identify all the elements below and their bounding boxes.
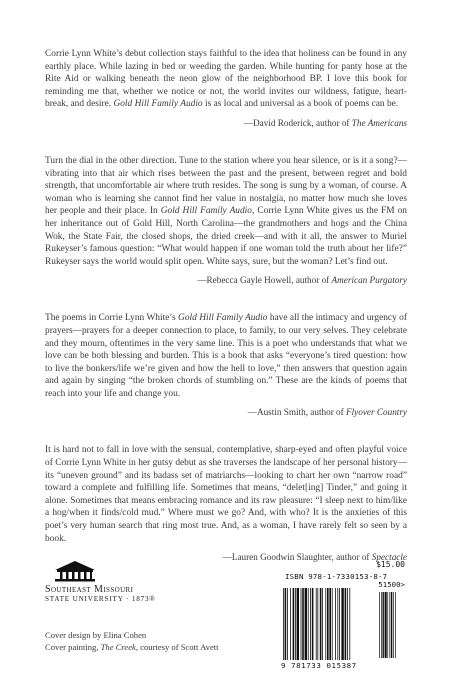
blurb-text: Corrie Lynn White’s debut collection stays faithful to the idea that holiness can be found in any earthly place. While lazing in bed or weeding the garden. While hunting for panty hose at the Rite Aid or walking beneath the neon glow of the neighborhood BP. I love this book for reminding me that, whether we notice or not, the world invites our wildness, fatigue, heart-break, and desire. Gold Hill Family Audio is as local and universal as a book of poems can be.: [45, 49, 407, 110]
attribution-book-title: The Americans: [351, 117, 407, 128]
barcode-bar: [349, 588, 350, 660]
barcode-bar: [308, 588, 309, 660]
cover-credits: [45, 630, 219, 653]
price-label: $15.00: [376, 560, 405, 569]
barcode-addon-bar: [379, 592, 380, 658]
barcode-addon-bar: [381, 592, 382, 658]
barcode-bar: [302, 588, 304, 660]
back-cover-footer: [45, 560, 407, 670]
isbn-barcode-block: [281, 560, 407, 670]
cover-design-credit: Cover design by Elina Cohen: [45, 630, 147, 640]
blurb-text: It is hard not to fall in love with the sensual, contemplative, sharp-eyed and often playful voice of Corrie Lynn White in her gutsy debut as she traverses the landscape of her personal history—its “uneven ground” and its badass set of matriarchs—looking to chart her own “narrow road” toward a complete and fulfilling life. Sometimes that means, “delet[ing] Tinder,” and going it alone. Sometimes that means embracing romance and its raw pleasure: “I sleep next to him/like a hog/when it finds/cold mud.” Where must we go? And, with who? It is the anxieties of this poet’s very human search that ring most true. And, as a woman, I have rarely felt so seen by a book.: [45, 445, 407, 544]
blurb: [45, 155, 407, 286]
attribution-book-title: Spectacle: [371, 552, 407, 563]
barcode-bar: [327, 588, 329, 660]
barcode-bar: [335, 588, 336, 660]
blurb-text: The poems in Corrie Lynn White’s Gold Hill Family Audio have all the intimacy and urgency of prayers—prayers for a deeper connection to place, to family, to our very selves. They celebrate and they mourn, oftentimes in the very same line. This is a poet who understands that what we love can be both blessing and burden. This is a book that asks “everyone’s tired question: how to live the bonkers/life we’re given and how the hell to love,” then answers that question again and again by singing “the broken chords of stumbling on.” These are the kinds of poems that reach into your life and change you.: [45, 313, 407, 399]
barcode-addon-bar: [383, 592, 384, 658]
barcode-bar: [312, 588, 314, 660]
blurb-attribution: —Austin Smith, author of Flyover Country: [247, 407, 407, 418]
barcode-bar: [290, 588, 291, 660]
barcode-bar: [316, 588, 317, 660]
university-building-logo-icon: [51, 560, 99, 582]
barcode-bar: [287, 588, 288, 660]
barcode-bar: [332, 588, 333, 660]
barcode-bar: [329, 588, 331, 660]
back-cover-blurbs: [45, 48, 407, 589]
barcode-bar: [347, 588, 348, 660]
barcode-bar: [297, 588, 299, 660]
barcode-addon-bar: [395, 592, 396, 658]
barcode-graphic: [281, 582, 407, 662]
barcode-bar: [320, 588, 322, 660]
barcode-addon-bar: [393, 592, 394, 658]
cover-painting-credit: Cover painting, The Creek, courtesy of Scott Avett: [45, 641, 219, 652]
publisher-name: Southeast Missouri: [45, 584, 134, 595]
barcode-bar: [283, 588, 284, 660]
isbn-label: ISBN 978-1-7330153-8-7: [285, 572, 388, 581]
barcode-bar: [345, 588, 347, 660]
barcode-bar: [301, 588, 302, 660]
attribution-book-title: American Purgatory: [331, 275, 407, 286]
publisher-subtitle: STATE UNIVERSITY · 1873®: [45, 595, 156, 603]
barcode-addon-bar: [391, 592, 392, 658]
barcode-bar: [339, 588, 340, 660]
barcode-bar: [305, 588, 307, 660]
price-addon-code: 51500>: [378, 580, 405, 589]
blurb: [45, 48, 407, 129]
blurb-attribution: —Rebecca Gayle Howell, author of American Purgatory: [197, 275, 407, 286]
barcode-bar: [325, 588, 326, 660]
attribution-book-title: Flyover Country: [346, 407, 407, 418]
barcode-bar: [293, 588, 295, 660]
barcode-digits: 9 781733 015387: [281, 661, 357, 670]
blurb: [45, 312, 407, 418]
barcode-addon-bar: [387, 592, 388, 658]
blurb-attribution: —Lauren Goodwin Slaughter, author of Spectacle: [222, 552, 407, 563]
barcode-bar: [310, 588, 311, 660]
blurb-attribution: —David Roderick, author of The Americans: [243, 117, 407, 128]
barcode-addon-bar: [390, 592, 391, 658]
painting-title: The Creek: [100, 641, 136, 652]
barcode-bar: [341, 588, 343, 660]
barcode-bar: [285, 588, 287, 660]
blurb-text: Turn the dial in the other direction. Tune to the station where you hear silence, or is it a song?—vibrating into that air which rises between the past and the present, between regret and bold strength, that uncomfortable air where truth resides. The song is sung by a woman, of course. A woman who is learning she cannot find her value in nostalgia, no matter how much she loves her people and their place. In Gold Hill Family Audio, Corrie Lynn White gives us the FM on her inheritance out of Gold Hill, North Carolina—the grandmothers and hogs and the China Wok, the State Fair, the closed shops, the dried creek—and with it all, the answer to Muriel Rukeyser’s famous question: “What would happen if one woman told the truth about her life?” Rukeyser says the world would split open. White says, sure, but the woman? Let’s find out.: [45, 155, 407, 267]
barcode-bar: [295, 588, 296, 660]
barcode-bar: [317, 588, 318, 660]
barcode-bar: [322, 588, 323, 660]
barcode-bar: [337, 588, 338, 660]
publisher-logo: [45, 560, 205, 603]
blurb: [45, 444, 407, 563]
barcode-addon-bar: [385, 592, 387, 658]
